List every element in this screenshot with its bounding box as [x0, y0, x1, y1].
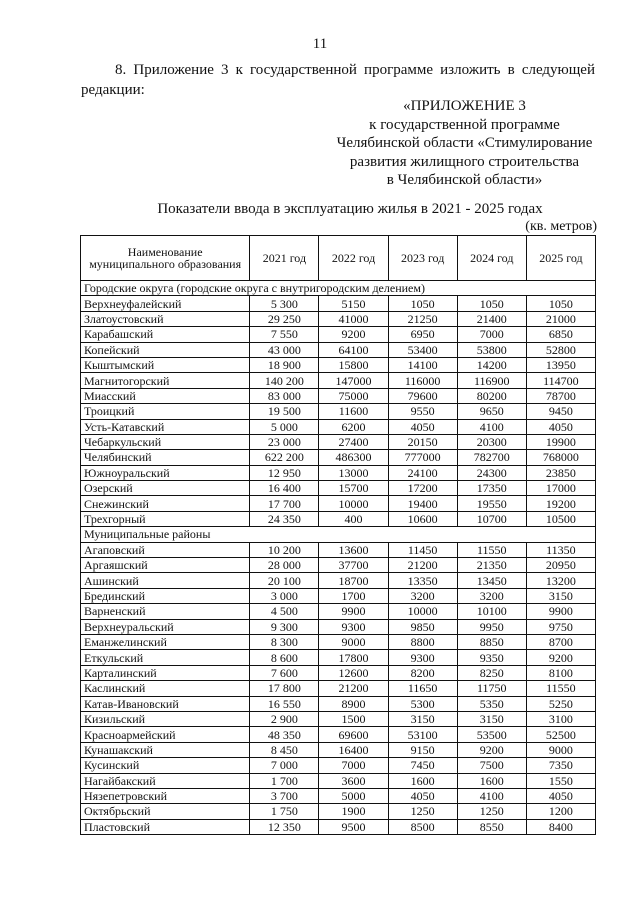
- value-cell: 8500: [388, 819, 457, 834]
- value-cell: 1600: [388, 773, 457, 788]
- municipality-name: Миасский: [81, 388, 250, 403]
- value-cell: 3200: [457, 588, 526, 603]
- table-row: [81, 804, 596, 819]
- value-cell: 3600: [319, 773, 388, 788]
- value-cell: 8550: [457, 819, 526, 834]
- table-row: [81, 419, 596, 434]
- municipality-name: Челябинский: [81, 450, 250, 465]
- value-cell: 13200: [526, 573, 595, 588]
- value-cell: 52500: [526, 727, 595, 742]
- table-row: [81, 773, 596, 788]
- table-row: [81, 481, 596, 496]
- value-cell: 69600: [319, 727, 388, 742]
- municipality-name: Кунашакский: [81, 742, 250, 757]
- table-row: [81, 696, 596, 711]
- value-cell: 19 500: [250, 404, 319, 419]
- intro-paragraph: [81, 60, 595, 100]
- value-cell: 3200: [388, 588, 457, 603]
- value-cell: 5350: [457, 696, 526, 711]
- value-cell: 9200: [457, 742, 526, 757]
- value-cell: 8700: [526, 634, 595, 649]
- value-cell: 24300: [457, 465, 526, 480]
- section-row: [81, 281, 596, 296]
- value-cell: 4100: [457, 788, 526, 803]
- value-cell: 13350: [388, 573, 457, 588]
- header-year: 2025 год: [526, 236, 595, 281]
- value-cell: 8250: [457, 665, 526, 680]
- value-cell: 8850: [457, 634, 526, 649]
- value-cell: 1050: [526, 296, 595, 311]
- value-cell: 4050: [526, 788, 595, 803]
- table-row: [81, 588, 596, 603]
- value-cell: 17200: [388, 481, 457, 496]
- value-cell: 9350: [457, 650, 526, 665]
- table-row: [81, 634, 596, 649]
- header-year: 2022 год: [319, 236, 388, 281]
- section-title: Городские округа (городские округа с внутригородским делением): [81, 281, 596, 296]
- table-row: [81, 758, 596, 773]
- header-name: Наименование муниципального образования: [81, 236, 250, 281]
- value-cell: 19400: [388, 496, 457, 511]
- value-cell: 15800: [319, 357, 388, 372]
- value-cell: 6850: [526, 327, 595, 342]
- value-cell: 19900: [526, 434, 595, 449]
- table-header-row: [81, 236, 596, 281]
- municipality-name: Снежинский: [81, 496, 250, 511]
- value-cell: 78700: [526, 388, 595, 403]
- value-cell: 64100: [319, 342, 388, 357]
- value-cell: 5250: [526, 696, 595, 711]
- table-row: [81, 650, 596, 665]
- value-cell: 3 000: [250, 588, 319, 603]
- value-cell: 17000: [526, 481, 595, 496]
- value-cell: 12 350: [250, 819, 319, 834]
- municipality-name: Аргаяшский: [81, 558, 250, 573]
- value-cell: 3150: [457, 711, 526, 726]
- value-cell: 27400: [319, 434, 388, 449]
- value-cell: 9200: [319, 327, 388, 342]
- value-cell: 28 000: [250, 558, 319, 573]
- value-cell: 5000: [319, 788, 388, 803]
- value-cell: 768000: [526, 450, 595, 465]
- value-cell: 1500: [319, 711, 388, 726]
- value-cell: 7 600: [250, 665, 319, 680]
- municipality-name: Кыштымский: [81, 357, 250, 372]
- value-cell: 20150: [388, 434, 457, 449]
- value-cell: 13450: [457, 573, 526, 588]
- intro-line-1: 8. Приложение 3 к государственной программе изложить в следующей: [115, 62, 595, 78]
- municipality-name: Верхнеуральский: [81, 619, 250, 634]
- value-cell: 782700: [457, 450, 526, 465]
- table-row: [81, 388, 596, 403]
- table-row: [81, 558, 596, 573]
- value-cell: 12600: [319, 665, 388, 680]
- value-cell: 4100: [457, 419, 526, 434]
- value-cell: 15700: [319, 481, 388, 496]
- value-cell: 53400: [388, 342, 457, 357]
- value-cell: 5 000: [250, 419, 319, 434]
- appendix-line: в Челябинской области»: [386, 172, 543, 188]
- value-cell: 20 100: [250, 573, 319, 588]
- value-cell: 24100: [388, 465, 457, 480]
- municipality-name: Златоустовский: [81, 311, 250, 326]
- value-cell: 1 750: [250, 804, 319, 819]
- value-cell: 7 550: [250, 327, 319, 342]
- table-row: [81, 819, 596, 834]
- value-cell: 23850: [526, 465, 595, 480]
- housing-table: [80, 235, 596, 835]
- table-title: Показатели ввода в эксплуатацию жилья в 2021 - 2025 годах: [157, 201, 543, 217]
- value-cell: 21000: [526, 311, 595, 326]
- municipality-name: Южноуральский: [81, 465, 250, 480]
- value-cell: 23 000: [250, 434, 319, 449]
- value-cell: 400: [319, 511, 388, 526]
- value-cell: 17 800: [250, 681, 319, 696]
- municipality-name: Трехгорный: [81, 511, 250, 526]
- value-cell: 9650: [457, 404, 526, 419]
- value-cell: 14100: [388, 357, 457, 372]
- municipality-name: Еманжелинский: [81, 634, 250, 649]
- value-cell: 10 200: [250, 542, 319, 557]
- value-cell: 10500: [526, 511, 595, 526]
- value-cell: 13950: [526, 357, 595, 372]
- value-cell: 7000: [457, 327, 526, 342]
- value-cell: 9 300: [250, 619, 319, 634]
- value-cell: 10700: [457, 511, 526, 526]
- municipality-name: Троицкий: [81, 404, 250, 419]
- table-row: [81, 327, 596, 342]
- value-cell: 9550: [388, 404, 457, 419]
- value-cell: 29 250: [250, 311, 319, 326]
- value-cell: 19200: [526, 496, 595, 511]
- value-cell: 10000: [319, 496, 388, 511]
- value-cell: 53800: [457, 342, 526, 357]
- value-cell: 1250: [388, 804, 457, 819]
- value-cell: 13600: [319, 542, 388, 557]
- appendix-line: «ПРИЛОЖЕНИЕ 3: [403, 98, 526, 114]
- value-cell: 11750: [457, 681, 526, 696]
- municipality-name: Кусинский: [81, 758, 250, 773]
- section-title: Муниципальные районы: [81, 527, 596, 542]
- value-cell: 9500: [319, 819, 388, 834]
- value-cell: 11550: [457, 542, 526, 557]
- value-cell: 7000: [319, 758, 388, 773]
- value-cell: 5300: [388, 696, 457, 711]
- value-cell: 16 400: [250, 481, 319, 496]
- value-cell: 4050: [388, 788, 457, 803]
- value-cell: 3100: [526, 711, 595, 726]
- value-cell: 9750: [526, 619, 595, 634]
- value-cell: 116000: [388, 373, 457, 388]
- municipality-name: Еткульский: [81, 650, 250, 665]
- value-cell: 10100: [457, 604, 526, 619]
- municipality-name: Октябрьский: [81, 804, 250, 819]
- value-cell: 6950: [388, 327, 457, 342]
- value-cell: 6200: [319, 419, 388, 434]
- municipality-name: Каслинский: [81, 681, 250, 696]
- value-cell: 52800: [526, 342, 595, 357]
- value-cell: 8400: [526, 819, 595, 834]
- value-cell: 80200: [457, 388, 526, 403]
- value-cell: 79600: [388, 388, 457, 403]
- value-cell: 17 700: [250, 496, 319, 511]
- value-cell: 14200: [457, 357, 526, 372]
- value-cell: 9900: [526, 604, 595, 619]
- value-cell: 21200: [388, 558, 457, 573]
- value-cell: 20950: [526, 558, 595, 573]
- value-cell: 75000: [319, 388, 388, 403]
- value-cell: 9200: [526, 650, 595, 665]
- municipality-name: Усть-Катавский: [81, 419, 250, 434]
- value-cell: 21350: [457, 558, 526, 573]
- municipality-name: Катав-Ивановский: [81, 696, 250, 711]
- value-cell: 8900: [319, 696, 388, 711]
- header-year: 2021 год: [250, 236, 319, 281]
- municipality-name: Озерский: [81, 481, 250, 496]
- value-cell: 18 900: [250, 357, 319, 372]
- appendix-line: к государственной программе: [369, 116, 560, 133]
- value-cell: 5150: [319, 296, 388, 311]
- value-cell: 13000: [319, 465, 388, 480]
- value-cell: 9000: [319, 634, 388, 649]
- table-row: [81, 573, 596, 588]
- value-cell: 7350: [526, 758, 595, 773]
- value-cell: 1700: [319, 588, 388, 603]
- value-cell: 8 300: [250, 634, 319, 649]
- value-cell: 8800: [388, 634, 457, 649]
- municipality-name: Пластовский: [81, 819, 250, 834]
- value-cell: 1 700: [250, 773, 319, 788]
- value-cell: 12 950: [250, 465, 319, 480]
- municipality-name: Копейский: [81, 342, 250, 357]
- value-cell: 777000: [388, 450, 457, 465]
- value-cell: 19550: [457, 496, 526, 511]
- value-cell: 9300: [319, 619, 388, 634]
- appendix-header: [317, 97, 612, 190]
- value-cell: 9000: [526, 742, 595, 757]
- table-row: [81, 357, 596, 372]
- units-label: (кв. метров): [525, 219, 597, 234]
- municipality-name: Красноармейский: [81, 727, 250, 742]
- municipality-name: Агаповский: [81, 542, 250, 557]
- municipality-name: Ашинский: [81, 573, 250, 588]
- value-cell: 1900: [319, 804, 388, 819]
- value-cell: 53500: [457, 727, 526, 742]
- value-cell: 16400: [319, 742, 388, 757]
- value-cell: 1600: [457, 773, 526, 788]
- table-row: [81, 727, 596, 742]
- table-row: [81, 604, 596, 619]
- municipality-name: Чебаркульский: [81, 434, 250, 449]
- value-cell: 9950: [457, 619, 526, 634]
- header-year: 2024 год: [457, 236, 526, 281]
- value-cell: 116900: [457, 373, 526, 388]
- value-cell: 17350: [457, 481, 526, 496]
- table-row: [81, 681, 596, 696]
- table-row: [81, 619, 596, 634]
- table-body: [81, 281, 596, 835]
- value-cell: 8 600: [250, 650, 319, 665]
- value-cell: 9150: [388, 742, 457, 757]
- value-cell: 3 700: [250, 788, 319, 803]
- value-cell: 8 450: [250, 742, 319, 757]
- value-cell: 43 000: [250, 342, 319, 357]
- value-cell: 53100: [388, 727, 457, 742]
- table-row: [81, 742, 596, 757]
- municipality-name: Брединский: [81, 588, 250, 603]
- municipality-name: Кизильский: [81, 711, 250, 726]
- value-cell: 11600: [319, 404, 388, 419]
- table-row: [81, 511, 596, 526]
- value-cell: 18700: [319, 573, 388, 588]
- value-cell: 4 500: [250, 604, 319, 619]
- value-cell: 622 200: [250, 450, 319, 465]
- municipality-name: Карабашский: [81, 327, 250, 342]
- municipality-name: Нагайбакский: [81, 773, 250, 788]
- table-row: [81, 373, 596, 388]
- value-cell: 7500: [457, 758, 526, 773]
- value-cell: 48 350: [250, 727, 319, 742]
- value-cell: 10600: [388, 511, 457, 526]
- value-cell: 8100: [526, 665, 595, 680]
- table-row: [81, 342, 596, 357]
- value-cell: 9300: [388, 650, 457, 665]
- value-cell: 21400: [457, 311, 526, 326]
- value-cell: 11650: [388, 681, 457, 696]
- table-row: [81, 404, 596, 419]
- table-row: [81, 542, 596, 557]
- municipality-name: Нязепетровский: [81, 788, 250, 803]
- value-cell: 1250: [457, 804, 526, 819]
- value-cell: 140 200: [250, 373, 319, 388]
- table-row: [81, 296, 596, 311]
- value-cell: 3150: [388, 711, 457, 726]
- municipality-name: Варненский: [81, 604, 250, 619]
- municipality-name: Магнитогорский: [81, 373, 250, 388]
- value-cell: 147000: [319, 373, 388, 388]
- value-cell: 11450: [388, 542, 457, 557]
- value-cell: 9450: [526, 404, 595, 419]
- value-cell: 20300: [457, 434, 526, 449]
- value-cell: 21250: [388, 311, 457, 326]
- value-cell: 24 350: [250, 511, 319, 526]
- value-cell: 9850: [388, 619, 457, 634]
- value-cell: 4050: [526, 419, 595, 434]
- value-cell: 114700: [526, 373, 595, 388]
- value-cell: 7450: [388, 758, 457, 773]
- appendix-line: развития жилищного строительства: [349, 153, 580, 170]
- table-row: [81, 450, 596, 465]
- value-cell: 83 000: [250, 388, 319, 403]
- value-cell: 9900: [319, 604, 388, 619]
- value-cell: 37700: [319, 558, 388, 573]
- header-year: 2023 год: [388, 236, 457, 281]
- value-cell: 16 550: [250, 696, 319, 711]
- value-cell: 10000: [388, 604, 457, 619]
- value-cell: 11350: [526, 542, 595, 557]
- appendix-line: Челябинской области «Стимулирование: [336, 135, 593, 151]
- value-cell: 2 900: [250, 711, 319, 726]
- table-row: [81, 788, 596, 803]
- value-cell: 1200: [526, 804, 595, 819]
- table-row: [81, 665, 596, 680]
- value-cell: 17800: [319, 650, 388, 665]
- municipality-name: Верхнеуфалейский: [81, 296, 250, 311]
- table-row: [81, 465, 596, 480]
- page-number: 11: [312, 36, 328, 52]
- value-cell: 21200: [319, 681, 388, 696]
- table-row: [81, 496, 596, 511]
- value-cell: 4050: [388, 419, 457, 434]
- value-cell: 486300: [319, 450, 388, 465]
- table-row: [81, 434, 596, 449]
- value-cell: 7 000: [250, 758, 319, 773]
- value-cell: 1050: [388, 296, 457, 311]
- value-cell: 41000: [319, 311, 388, 326]
- value-cell: 3150: [526, 588, 595, 603]
- value-cell: 8200: [388, 665, 457, 680]
- section-row: [81, 527, 596, 542]
- value-cell: 5 300: [250, 296, 319, 311]
- intro-line-2: редакции:: [81, 82, 145, 98]
- municipality-name: Карталинский: [81, 665, 250, 680]
- value-cell: 1550: [526, 773, 595, 788]
- value-cell: 1050: [457, 296, 526, 311]
- table-row: [81, 311, 596, 326]
- value-cell: 11550: [526, 681, 595, 696]
- table-row: [81, 711, 596, 726]
